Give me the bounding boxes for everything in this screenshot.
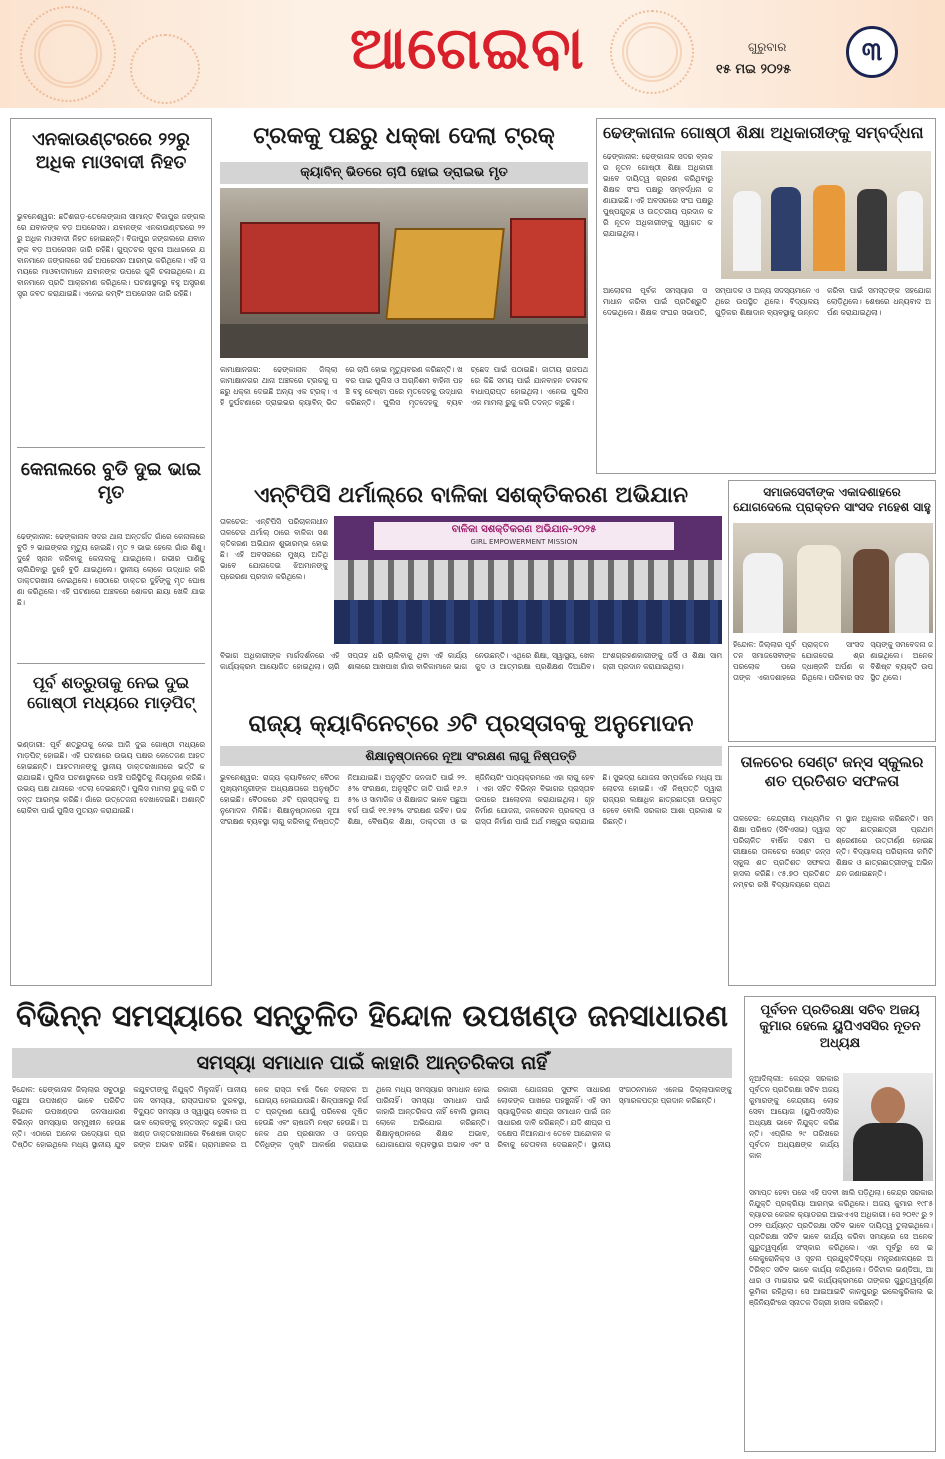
- article-headline: ଏନ୍‌ଟିପିସି ଥର୍ମାଲ୍‌ରେ ବାଳିକା ସଶକ୍ତିକରଣ ଅଭିଯାନ: [253, 483, 689, 508]
- person-figure: [897, 191, 923, 271]
- article-body: ତାଳଚେର: ଏନ୍‌ଟିପିସି ପରିଚାଳନାଧୀନ ତାଳଚେର ଥର୍ମାଲ୍ ଠାରେ ବାଳିକା ସଶକ୍ତିକରଣ ଅଭିଯାନ ଶୁଭାରମ୍ଭ ହୋଇଛି। ଏହି ଅବସରରେ ମୁଖ୍ୟ ଅତିଥି ଭାବେ ଯୋଗଦେଇ ଝିଅମାନଙ୍କୁ ପ୍ରେରଣା ପ୍ରଦାନ କରିଥିଲେ।: [220, 517, 328, 581]
- road-shape: [220, 324, 588, 358]
- ajay-kumar-photo: [843, 1073, 933, 1181]
- article-body: ଭୁବନେଶ୍ୱର: ଛତିଶଗଡ଼-ତେଲେଙ୍ଗାନା ସୀମାନ୍ତ ବିଜାପୁର ଜଙ୍ଗଲରେ ଯବାନଙ୍କ ବଡ଼ ଅପରେସନ। ଯବାନଙ୍କ ଏନକାଉଣ୍ଟରରେ ୨୨ରୁ ଅଧିକ ମାଓବାଦୀ ନିହତ ହୋଇଛନ୍ତି। ବିଜାପୁର ଜଙ୍ଗଲରେ ଯବାନଙ୍କ ବଡ଼ ଅପରେସନ ଜାରି ରହିଛି। ଗୁପ୍ତଚର ସୂଚନା ଆଧାରରେ ଯବାନମାନେ ଜଙ୍ଗଲରେ ସର୍ଚ୍ଚ ଅପରେସନ ଆରମ୍ଭ କରିଥିଲେ। ଏହି ସମୟରେ ମାଓବାଦୀମାନେ ଯବାନଙ୍କ ଉପରେ ଗୁଳି ଚଳାଇଥିଲେ। ଯବାନମାନେ ପ୍ରତି ଆକ୍ରମଣ କରିଥିଲେ। ଘଟଣାସ୍ଥଳରୁ ବହୁ ଅସ୍ତ୍ରଶସ୍ତ୍ର ଜବତ କରାଯାଇଛି। ଏନେଇ କମ୍ବିଂ ଅପରେସନ ଜାରି ରହିଛି।: [17, 212, 205, 298]
- school-article: [728, 746, 936, 986]
- issue-date: ୧୫ ମଇ ୨୦୨୫: [716, 62, 791, 77]
- article-headline: ବିଭିନ୍ନ ସମସ୍ୟାରେ ସନ୍ତୁଳିତ ହିନ୍ଦୋଳ ଉପଖଣ୍ଡ ଜନସାଧାରଣ: [15, 999, 728, 1034]
- ntpc-event-photo: [334, 516, 722, 644]
- article-subheadline: କ୍ୟାବିନ୍ ଭିତରେ ଚାପି ହୋଇ ଡ୍ରାଇଭ ମୃତ: [220, 162, 588, 184]
- article-body: ଆଲୋଚନା ପୂର୍ବକ ସମସ୍ୟାର ସମାଧାନ କରିବା ପାଇଁ ପ୍ରତିଶ୍ରୁତି ଦେଇଥିଲେ। ଶିକ୍ଷକ ସଂଘର ସଭାପତି, ସମ୍ପାଦକ ଓ ଅନ୍ୟ ସଦସ୍ୟମାନେ ଏଥିରେ ଉପସ୍ଥିତ ଥିଲେ। ବିଦ୍ୟାଳୟଗୁଡ଼ିକର ଶିକ୍ଷାଦାନ ବ୍ୟବସ୍ଥାକୁ ଉନ୍ନତ କରିବା ପାଇଁ ସମସ୍ତଙ୍କ ସହଯୋଗ ଲୋଡ଼ିଥିଲେ। ଶେଷରେ ଧନ୍ୟବାଦ ଅର୍ପଣ କରାଯାଇଥିଲା।: [603, 286, 931, 317]
- mandala-ornament: [622, 22, 682, 82]
- article-headline: ରାଜ୍ୟ କ୍ୟାବିନେଟ୍‌ରେ ୬ଟି ପ୍ରସ୍ତାବକୁ ଅନୁମୋଦନ: [248, 711, 694, 737]
- portrait-head: [871, 1087, 905, 1125]
- newspaper-title: ଆଗେଇବା: [350, 14, 585, 82]
- article-body: ଭଣ୍ଡାରୀ: ପୂର୍ବ ଶତ୍ରୁତାକୁ ନେଇ ଆଜି ଦୁଇ ଗୋଷ୍ଠୀ ମଧ୍ୟରେ ମାଡ଼ପିଟ୍ ହୋଇଛି। ଏହି ଘଟଣାରେ ଉଭୟ ପକ୍ଷର କେତେଜଣ ଆହତ ହୋଇଛନ୍ତି। ଆହତମାନଙ୍କୁ ସ୍ଥାନୀୟ ଡାକ୍ତରଖାନାରେ ଭର୍ତ୍ତି କରାଯାଇଛି। ପୁଲିସ ଘଟଣାସ୍ଥଳରେ ପହଞ୍ଚି ପରିସ୍ଥିତିକୁ ନିୟନ୍ତ୍ରଣ କରିଛି। ଉଭୟ ପକ୍ଷ ଥାନାରେ ଏତଲା ଦେଇଛନ୍ତି। ପୁଲିସ ମାମଲା ରୁଜୁ କରି ତଦନ୍ତ ଆରମ୍ଭ କରିଛି। ଗାଁରେ ଉତ୍ତେଜନା ଦେଖାଦେଇଛି। ଅଶାନ୍ତି ରୋକିବା ପାଇଁ ପୁଲିସ ମୁତୟନ କରାଯାଇଛି।: [17, 740, 205, 815]
- article-subheadline: ଶିକ୍ଷାନୁଷ୍ଠାନରେ ନୂଆ ସଂରକ୍ଷଣ ଲାଗୁ ନିଷ୍ପତ୍ତି: [220, 746, 722, 766]
- canal-article: [17, 455, 205, 527]
- article-body: ଢେଙ୍କାନାଳ: ଢେଙ୍କାନାଳ ସଦର ବ୍ଲକର ନୂତନ ଗୋଷ୍ଠୀ ଶିକ୍ଷା ଅଧିକାରୀ ଭାବେ ଦାୟିତ୍ୱ ଗ୍ରହଣ କରିଥିବାରୁ ଶିକ୍ଷକ ସଂଘ ପକ୍ଷରୁ ସମ୍ବର୍ଦ୍ଧନା ଜଣାଯାଇଛି। ଏହି ଅବସରରେ ସଂଘ ପକ୍ଷରୁ ପୁଷ୍ପଗୁଚ୍ଛ ଓ ଉତ୍ତରୀୟ ପ୍ରଦାନ କରି ନୂତନ ଅଧିକାରୀଙ୍କୁ ସ୍ୱାଗତ କରାଯାଇଥିଲା।: [603, 152, 713, 238]
- event-banner: [374, 522, 674, 550]
- clash-article: [17, 669, 205, 735]
- seated-girls-group: [334, 600, 722, 644]
- article-headline: ଏନକାଉଣ୍ଟରରେ ୨୨ରୁ ଅଧିକ ମାଓବାଦୀ ନିହତ: [32, 129, 190, 173]
- person-figure: [857, 189, 887, 271]
- mandala-ornament: [130, 34, 200, 104]
- article-headline: ପୂର୍ବ ଶତ୍ରୁତାକୁ ନେଇ ଦୁଇ ଗୋଷ୍ଠୀ ମଧ୍ୟରେ ମାଡ଼ପିଟ୍: [27, 673, 195, 712]
- mp-visit-photo: [733, 523, 933, 633]
- masthead: [0, 0, 945, 108]
- person-figure: [733, 191, 761, 271]
- mandala-ornament: [34, 20, 102, 88]
- person-figure: [895, 553, 929, 633]
- mp-visit-article: [728, 480, 936, 742]
- issue-day: ଗୁରୁବାର: [748, 40, 787, 54]
- banner-title: ବାଳିକା ସଶକ୍ତିକରଣ ଅଭିଯାନ-୨୦୨୫: [451, 524, 597, 535]
- felicitation-photo: [721, 151, 931, 279]
- article-body: ତାଳଚେର: କେନ୍ଦ୍ରୀୟ ମାଧ୍ୟମିକ ଶିକ୍ଷା ପରିଷଦ (ସିବିଏସଇ) ଦ୍ୱାରା ପରିଚାଳିତ ବାର୍ଷିକ ଦଶମ ପରୀକ୍ଷାରେ ତାଳଚେର ସେଣ୍ଟ ଜନ୍‌ସ ସ୍କୁଲ ଶତ ପ୍ରତିଶତ ସଫଳତା ହାସଲ କରିଛି। ୯୫.୭୦ ପ୍ରତିଶତ ନମ୍ବର ରଖି ବିଦ୍ୟାଳୟରେ ପ୍ରଥମ ସ୍ଥାନ ଅଧିକାର କରିଛନ୍ତି। ସମସ୍ତ ଛାତ୍ରଛାତ୍ରୀ ପ୍ରଥମ ଶ୍ରେଣୀରେ ଉତ୍ତୀର୍ଣ୍ଣ ହୋଇଛନ୍ତି। ବିଦ୍ୟାଳୟ ପରିଚାଳନା କମିଟି ଶିକ୍ଷକ ଓ ଛାତ୍ରଛାତ୍ରୀଙ୍କୁ ଅଭିନନ୍ଦନ ଜଣାଇଛନ୍ତି।: [733, 814, 933, 889]
- person-figure: [771, 187, 801, 271]
- article-body: କାମାକ୍ଷାନଗର: ଢେଙ୍କାନାଳ ଜିଲ୍ଲା କାମାକ୍ଷାନଗର ଥାନା ଅଞ୍ଚଳରେ ଟ୍ରକକୁ ପଛରୁ ଧକ୍କା ଦେଇଛି ଅନ୍ୟ ଏକ ଟ୍ରକ୍। ଏହି ଦୁର୍ଘଟଣାରେ ଡ୍ରାଇଭର କ୍ୟାବିନ୍ ଭିତରେ ଚାପି ହୋଇ ମୃତ୍ୟୁବରଣ କରିଛନ୍ତି। ଖବର ପାଇ ପୁଲିସ ଓ ଅଗ୍ନିଶମ ବାହିନୀ ପହଞ୍ଚି ବହୁ ଚେଷ୍ଟା ପରେ ମୃତଦେହକୁ ଉଦ୍ଧାର କରିଛନ୍ତି। ପୁଲିସ ମୃତଦେହକୁ ବ୍ୟବଚ୍ଛେଦ ପାଇଁ ପଠାଇଛି। ଜାତୀୟ ରାଜପଥରେ କିଛି ସମୟ ପାଇଁ ଯାନବାହନ ଚଳାଚଳ ବାଧାପ୍ରାପ୍ତ ହୋଇଥିଲା। ଏନେଇ ପୁଲିସ ଏକ ମାମଲା ରୁଜୁ କରି ତଦନ୍ତ କରୁଛି।: [220, 365, 588, 407]
- person-figure: [797, 545, 841, 633]
- article-subheadline: ସମସ୍ୟା ସମାଧାନ ପାଇଁ କାହାରି ଆନ୍ତରିକତା ନାହିଁ: [12, 1048, 732, 1078]
- article-body: ନୂଆଦିଲ୍ଲୀ: କେନ୍ଦ୍ର ସରକାର ପୂର୍ବତନ ପ୍ରତିରକ୍ଷା ସଚିବ ଅଜୟ କୁମାରଙ୍କୁ କେନ୍ଦ୍ରୀୟ ଲୋକସେବା ଆୟୋଗ (ୟୁପିଏସସି)ର ଅଧ୍ୟକ୍ଷ ଭାବେ ନିଯୁକ୍ତ କରିଛନ୍ତି। ଏପ୍ରିଲ ୨୯ ତାରିଖରେ ପୂର୍ବତନ ଅଧ୍ୟକ୍ଷଙ୍କ କାର୍ଯ୍ୟକାଳ: [749, 1074, 839, 1160]
- standing-group: [334, 560, 722, 600]
- person-figure: [853, 549, 889, 633]
- ntpc-article: [218, 480, 724, 702]
- article-body: ହିନ୍ଦୋଳ: ଜିଲ୍ଲାର ପୂର୍ବତନ ସମାଜସେବୀଙ୍କ ପରଲୋକ ପରେ ତାଙ୍କ ଏକାଦଶାହରେ ପ୍ରାକ୍ତନ ସାଂସଦ ଯୋଗଦେଇ ଶ୍ରଦ୍ଧାଞ୍ଜଳି ଅର୍ପଣ କରିଥିଲେ। ପରିବାର ସଦସ୍ୟଙ୍କୁ ସମବେଦନା ଜଣାଇଥିଲେ। ଅନେକ ବିଶିଷ୍ଟ ବ୍ୟକ୍ତି ଉପସ୍ଥିତ ଥିଲେ।: [733, 640, 933, 682]
- maoist-article: [17, 125, 205, 209]
- article-headline: ସମାଜସେବୀଙ୍କ ଏକାଦଶାହରେ ଯୋଗଦେଲେ ପ୍ରାକ୍ତନ ସାଂସଦ ମହେଶ ସାହୁ: [733, 485, 931, 514]
- article-body: ହିନ୍ଦୋଳ: ଢେଙ୍କାନାଳ ଜିଲ୍ଲାର ସବୁଠାରୁ ପଛୁଆ ଉପଖଣ୍ଡ ଭାବେ ପରିଚିତ ହିନ୍ଦୋଳ ଉପଖଣ୍ଡର ଜନସାଧାରଣ ବିଭିନ୍ନ ସମସ୍ୟାର ସମ୍ମୁଖୀନ ହେଉଛନ୍ତି। ଏଠାରେ ଅନେକ ଉଦ୍ୟୋଗ ପ୍ରତିଷ୍ଠିତ ହୋଇଥିଲେ ମଧ୍ୟ ସ୍ଥାନୀୟ ଯୁବକଯୁବତୀଙ୍କୁ ନିଯୁକ୍ତି ମିଳୁନାହିଁ। ପାନୀୟ ଜଳ ସମସ୍ୟା, ରାସ୍ତାଘାଟର ଦୁରବସ୍ଥା, ବିଦ୍ୟୁତ ସମସ୍ୟା ଓ ସ୍ୱାସ୍ଥ୍ୟ ସେବାର ଅଭାବ ଲୋକଙ୍କୁ ହନ୍ତସନ୍ତ କରୁଛି। ଉପଖଣ୍ଡ ଡାକ୍ତରଖାନାରେ ବିଶେଷଜ୍ଞ ଡାକ୍ତରଙ୍କ ଅଭାବ ରହିଛି। ଗ୍ରାମାଞ୍ଚଳର ଅନେକ ରାସ୍ତା ବର୍ଷା ଦିନେ ଚଲାଚଳ ଅଯୋଗ୍ୟ ହୋଇଯାଉଛି। ଶିଳ୍ପାଞ୍ଚଳରୁ ନିର୍ଗତ ପ୍ରଦୂଷଣ ଯୋଗୁଁ ପରିବେଶ ଦୂଷିତ ହେଉଛି ଏବଂ ଚାଷଜମି ନଷ୍ଟ ହେଉଛି। ଅନେକ ଥର ପ୍ରଶାସନ ଓ ଜନପ୍ରତିନିଧିଙ୍କ ଦୃଷ୍ଟି ଆକର୍ଷଣ କରାଯାଇଥିଲେ ମଧ୍ୟ ସମସ୍ୟାର ସମାଧାନ ହୋଇପାରିନାହିଁ। ସମସ୍ୟା ସମାଧାନ ପାଇଁ କାହାରି ଆନ୍ତରିକତା ନାହିଁ ବୋଲି ସ୍ଥାନୀୟ ଲୋକେ ଅଭିଯୋଗ କରିଛନ୍ତି। ଶିକ୍ଷାନୁଷ୍ଠାନରେ ଶିକ୍ଷକ ଅଭାବ, ଯୋଗାଯୋଗ ବ୍ୟବସ୍ଥାର ଅଭାବ ଏବଂ ସରକାରୀ ଯୋଜନାର ସୁଫଳ ସାଧାରଣ ଲୋକଙ୍କ ପାଖରେ ପହଞ୍ଚୁନାହିଁ। ଏହି ସମସ୍ୟାଗୁଡ଼ିକର ଶୀଘ୍ର ସମାଧାନ ପାଇଁ ଜନସାଧାରଣ ଦାବି କରିଛନ୍ତି। ଯଦି ଶୀଘ୍ର ପଦକ୍ଷେପ ନିଆନଯାଏ ତେବେ ଆନ୍ଦୋଳନ କରିବାକୁ ଚେତାବନୀ ଦେଇଛନ୍ତି। ସ୍ଥାନୀୟ ସଂଗଠନମାନେ ଏନେଇ ଜିଲ୍ଲାପାଳଙ୍କୁ ସ୍ମାରକପତ୍ର ପ୍ରଦାନ କରିଛନ୍ତି।: [12, 1085, 732, 1149]
- page-number: ୩: [846, 26, 898, 78]
- truck-article: [218, 118, 590, 474]
- upsc-article: [744, 996, 936, 1452]
- hindol-article: [8, 996, 736, 1452]
- cabinet-article: [218, 708, 724, 986]
- divider: [17, 447, 205, 448]
- truck-cabin-shape: [385, 228, 505, 320]
- article-headline: ପୂର୍ବତନ ପ୍ରତିରକ୍ଷା ସଚିବ ଅଜୟ କୁମାର ହେଲେ ୟୁପିଏସସିର ନୂତନ ଅଧ୍ୟକ୍ଷ: [759, 1003, 921, 1051]
- article-headline: କେନାଲରେ ବୁଡି ଦୁଇ ଭାଇ ମୃତ: [20, 459, 202, 503]
- banner-subtitle: GIRL EMPOWERMENT MISSION: [470, 538, 578, 546]
- article-headline: ତାଳଚେର ସେଣ୍ଟ ଜନ୍‌ସ ସ୍କୁଲର ଶତ ପ୍ରତିଶତ ସଫଳତା: [740, 753, 924, 790]
- article-body: ଭୁବନେଶ୍ୱର: ରାଜ୍ୟ କ୍ୟାବିନେଟ୍ ବୈଠକ ମୁଖ୍ୟମନ୍ତ୍ରୀଙ୍କ ଅଧ୍ୟକ୍ଷତାରେ ଅନୁଷ୍ଠିତ ହୋଇଛି। ବୈଠକରେ ୬ଟି ପ୍ରସ୍ତାବକୁ ଅନୁମୋଦନ ମିଳିଛି। ଶିକ୍ଷାନୁଷ୍ଠାନରେ ନୂଆ ସଂରକ୍ଷଣ ବ୍ୟବସ୍ଥା ଲାଗୁ କରିବାକୁ ନିଷ୍ପତ୍ତି ନିଆଯାଇଛି। ଅନୁସୂଚିତ ଜନଜାତି ପାଇଁ ୨୨.୫% ସଂରକ୍ଷଣ, ଅନୁସୂଚିତ ଜାତି ପାଇଁ ୧୬.୨୫% ଓ ସାମାଜିକ ଓ ଶିକ୍ଷାଗତ ଭାବେ ପଛୁଆ ବର୍ଗ ପାଇଁ ୧୧.୨୫% ସଂରକ୍ଷଣ ରହିବ। ଉଚ୍ଚ ଶିକ୍ଷା, ବୈଷୟିକ ଶିକ୍ଷା, ଡାକ୍ତରୀ ଓ ଇଞ୍ଜିନିୟରିଂ ପାଠ୍ୟକ୍ରମରେ ଏହା ଲାଗୁ ହେବ। ଏହା ସହିତ ବିଭିନ୍ନ ବିଭାଗର ପ୍ରସ୍ତାବ ଉପରେ ଆଲୋଚନା କରାଯାଇଥିଲା। ଗୃହ ନିର୍ମାଣ ଯୋଜନା, ଜଳସେଚନ ପ୍ରକଳ୍ପ ଓ ରାସ୍ତା ନିର୍ମାଣ ପାଇଁ ଅର୍ଥ ମଞ୍ଜୁର କରାଯାଇଛି। ସୁଭଦ୍ରା ଯୋଜନା ସମ୍ପର୍କରେ ମଧ୍ୟ ଆଲୋଚନା ହୋଇଛି। ଏହି ନିଷ୍ପତ୍ତି ଦ୍ୱାରା ରାଜ୍ୟର ଲକ୍ଷାଧିକ ଛାତ୍ରଛାତ୍ରୀ ଉପକୃତ ହେବେ ବୋଲି ସରକାର ଆଶା ପ୍ରକାଶ କରିଛନ୍ତି।: [220, 773, 722, 826]
- article-body: ସମାପ୍ତ ହେବା ପରେ ଏହି ପଦବୀ ଖାଲି ପଡ଼ିଥିଲା। କେନ୍ଦ୍ର ସରକାର ନିଯୁକ୍ତି ପ୍ରକ୍ରିୟା ଆରମ୍ଭ କରିଥିଲେ। ଅଜୟ କୁମାର ୧୯୮୫ ବ୍ୟାଚର କେରଳ କ୍ୟାଡରର ଆଇଏଏସ ଅଧିକାରୀ। ସେ ୨୦୧୯ ରୁ ୨୦୨୨ ପର୍ଯ୍ୟନ୍ତ ପ୍ରତିରକ୍ଷା ସଚିବ ଭାବେ ଦାୟିତ୍ୱ ତୁଲାଇଥିଲେ। ପ୍ରତିରକ୍ଷା ସଚିବ ଭାବେ କାର୍ଯ୍ୟ କରିବା ସମୟରେ ସେ ଅନେକ ଗୁରୁତ୍ୱପୂର୍ଣ୍ଣ ସଂସ୍କାର କରିଥିଲେ। ଏହା ପୂର୍ବରୁ ସେ ଇଲେକ୍ଟ୍ରୋନିକ୍ସ ଓ ସୂଚନା ପ୍ରଯୁକ୍ତିବିଦ୍ୟା ମନ୍ତ୍ରଣାଳୟରେ ଅତିରିକ୍ତ ସଚିବ ଭାବେ କାର୍ଯ୍ୟ କରିଥିଲେ। ଡିଜିଟାଲ ଇଣ୍ଡିଆ, ଆଧାର ଓ ମାଇଗଭ ଭଳି କାର୍ଯ୍ୟକ୍ରମରେ ତାଙ୍କର ଗୁରୁତ୍ୱପୂର୍ଣ୍ଣ ଭୂମିକା ରହିଥିଲା। ସେ ଆଇଆଇଟି କାନପୁରରୁ ଇଲେକ୍ଟ୍ରିକାଲ ଇଞ୍ଜିନିୟରିଂରେ ସ୍ନାତକ ଡିଗ୍ରୀ ହାସଲ କରିଛନ୍ତି।: [749, 1188, 933, 1307]
- person-figure: [743, 553, 783, 633]
- article-body: ଢେଙ୍କାନାଳ: ଢେଙ୍କାନାଳ ସଦର ଥାନା ଅନ୍ତର୍ଗତ ଗାଁରେ କେନାଲରେ ବୁଡି ୨ ଭାଇଙ୍କର ମୃତ୍ୟୁ ହୋଇଛି। ମୃତ ୨ ଭାଇ ହେଲେ ଗାଁର ଶିଶୁ। ଦୁହେଁ ସ୍ନାନ କରିବାକୁ କେନାଲକୁ ଯାଇଥିଲେ। ଗଭୀର ପାଣିକୁ ଚାଲିଯିବାରୁ ଦୁହେଁ ବୁଡି ଯାଇଥିଲେ। ସ୍ଥାନୀୟ ଲୋକେ ଉଦ୍ଧାର କରି ଡାକ୍ତରଖାନା ନେଇଥିଲେ। ସେଠାରେ ଡାକ୍ତର ଦୁହିଁଙ୍କୁ ମୃତ ଘୋଷଣା କରିଥିଲେ। ଏହି ଘଟଣାରେ ଅଞ୍ଚଳରେ ଶୋକର ଛାୟା ଖେଳି ଯାଇଛି।: [17, 532, 205, 607]
- divider: [17, 663, 205, 664]
- left-column: [10, 118, 212, 986]
- article-headline: ଢେଙ୍କାନାଳ ଗୋଷ୍ଠୀ ଶିକ୍ଷା ଅଧିକାରୀଙ୍କୁ ସମ୍ବର୍ଦ୍ଧନା: [603, 123, 924, 142]
- article-body: ବିଭାଗ ଅଧିକାରୀଙ୍କ ମାର୍ଗଦର୍ଶନରେ ଏହି କାର୍ଯ୍ୟକ୍ରମ ଆୟୋଜିତ ହୋଇଥିଲା। ଚାରି ସପ୍ତାହ ଧରି ଚାଲିବାକୁ ଥିବା ଏହି କାର୍ଯ୍ୟଶାଳାରେ ଆଖପାଖ ଗାଁର ବାଳିକାମାନେ ଭାଗ ନେଉଛନ୍ତି। ଏଥିରେ ଶିକ୍ଷା, ସ୍ୱାସ୍ଥ୍ୟ, ଖେଳକୁଦ ଓ ଆତ୍ମରକ୍ଷା ପ୍ରଶିକ୍ଷଣ ଦିଆଯିବ। ଅଂଶଗ୍ରହଣକାରୀଙ୍କୁ ଜର୍ସି ଓ ଶିକ୍ଷା ସାମଗ୍ରୀ ପ୍ରଦାନ କରାଯାଇଥିଲା।: [220, 651, 722, 671]
- person-figure: [813, 185, 845, 271]
- portrait-suit: [853, 1123, 923, 1181]
- truck-accident-photo: [220, 188, 588, 358]
- truck-body-shape: [510, 218, 586, 318]
- article-headline: ଟ୍ରକକୁ ପଛରୁ ଧକ୍କା ଦେଲା ଟ୍ରକ୍: [253, 123, 555, 149]
- truck-body-shape: [240, 222, 380, 314]
- education-officer-article: [596, 118, 936, 474]
